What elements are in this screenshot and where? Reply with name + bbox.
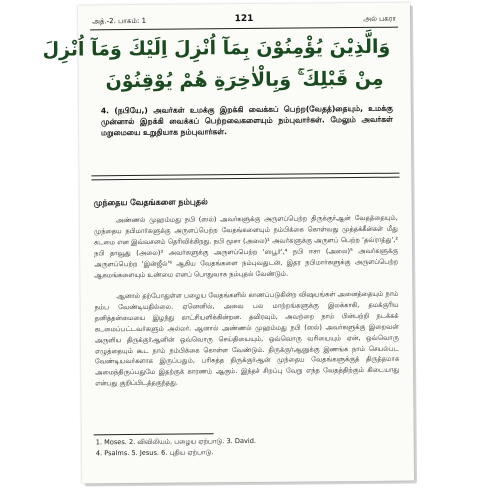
verse-translation: 4. (நபியே,) அவர்கள் உமக்கு இறக்கி வைக்கப் பெற்ற(வேதத்)தையும், உமக்கு முன்னால் இறக்கி வைக்கப் பெற்றவைகளையும் நம்புவார்கள். மேலும் அவர்கள் மறுமையை உறுதியாக நம்புவார்கள். [100,103,393,138]
arabic-verse-line-1: وَالَّذِيْنَ يُؤْمِنُوْنَ بِمَآ اُنْزِلَ اِلَيْكَ وَمَآ اُنْزِلَ [42,35,391,61]
footnote-line-2: 4. Psalms. 5. Jesus. 6. புதிய ஏற்பாடு. [95,448,214,458]
commentary-paragraph-1: அண்ணல் முஹம்மது நபி (ஸல்) அவர்களுக்கு அருளப்பெற்ற திருக்குர்ஆன் வேதத்தையும், முந்தைய நபிமார்களுக்கு அருளப்பெற்ற வேதங்களையும் நம்பிக்கை கொள்வது முத்தக்கீன்கள் மீது கடமை என இவ்வசனம் தெரிவிக்கிறது. நபி மூசா (அலை)¹ அவர்களுக்கு அருளப் பெற்ற 'தவ்ராத்து',² நபி தாவூது (அலை)³ அவர்களுக்கு அருளப்பெற்ற 'ஸபூர்',⁴ நபி ஈசா (அலை)⁵ அவர்களுக்கு அருளப்பெற்ற 'இன்ஜீல்'⁶ ஆகிய வேதங்களை நம்புவதுடன், இதர நபிமார்களுக்கு அருளப்பெற்ற ஆகமங்களையும் உண்மை எனப் பொதுவாக நம்புதல் வேண்டும். [93,213,399,279]
book-page [42,3,414,484]
footnote-rule [94,433,214,435]
page-header [92,13,396,28]
commentary-paragraph-2: ஆனால் தற்போதுள்ள பழைய வேதங்களில் காணப்படுகின்ற விஷயங்கள் அனைத்தையும் நாம் நம்ப வேண்டியதில்லை. ஏனெனில், அவை பல மாற்றங்களுக்கு இலக்காகி, தமக்குரிய தனித்தன்மையை இழந்து காட்சியளிக்கின்றன. தவிரவும், அவற்றை நாம் பின்பற்றி நடக்கக் கடமைப்பட்டவர்களும் அல்லர். ஆனால் அண்ணல் முஹம்மது நபி (ஸல்) அவர்களுக்கு இறைவன் அருளிய திருக்குர்ஆனின் ஒவ்வொரு செய்தியையும், ஒவ்வொரு வரியையும் ஏன், ஒவ்வொரு எழுத்தையும் கூட நாம் நம்பிக்கை கொள்ள வேண்டும். திருக்குர்ஆனுக்கு இணங்க நாம் செயல்பட வேண்டியவர்களாக இருப்பதும், பரிசுத்த திருக்குர்ஆன் முந்தைய வேதங்களுக்குத் திருத்தமாக அமைந்திருப்பதுமே இதற்குக் காரணம் ஆகும். இந்தச் சிறப்பு வேறு எந்த வேதத்திற்கும் கிடையாது என்பது குறிப்பிடத்தகுந்தது. [94,289,400,388]
footnotes [96,435,400,460]
chapter-label: அத்.-2. பாகம்: 1 [92,16,147,26]
section-title: முந்தைய வேதங்களை நம்புதல் [93,197,208,208]
section-rule-top [91,173,399,177]
footnote-line-1: 1. Moses. 2. விவிலியம். பழைய ஏற்பாடு. 3. David. [95,436,257,447]
header-rule [90,27,398,31]
arabic-verse-line-2: مِنْ قَبْلِكَ ۚ وَبِالْاٰخِرَةِ هُمْ يُوْقِنُوْنَ [105,67,384,93]
page-number: 121 [234,13,254,25]
surah-name: அல் பகரா [363,14,397,23]
section-rule-bottom [91,177,399,181]
